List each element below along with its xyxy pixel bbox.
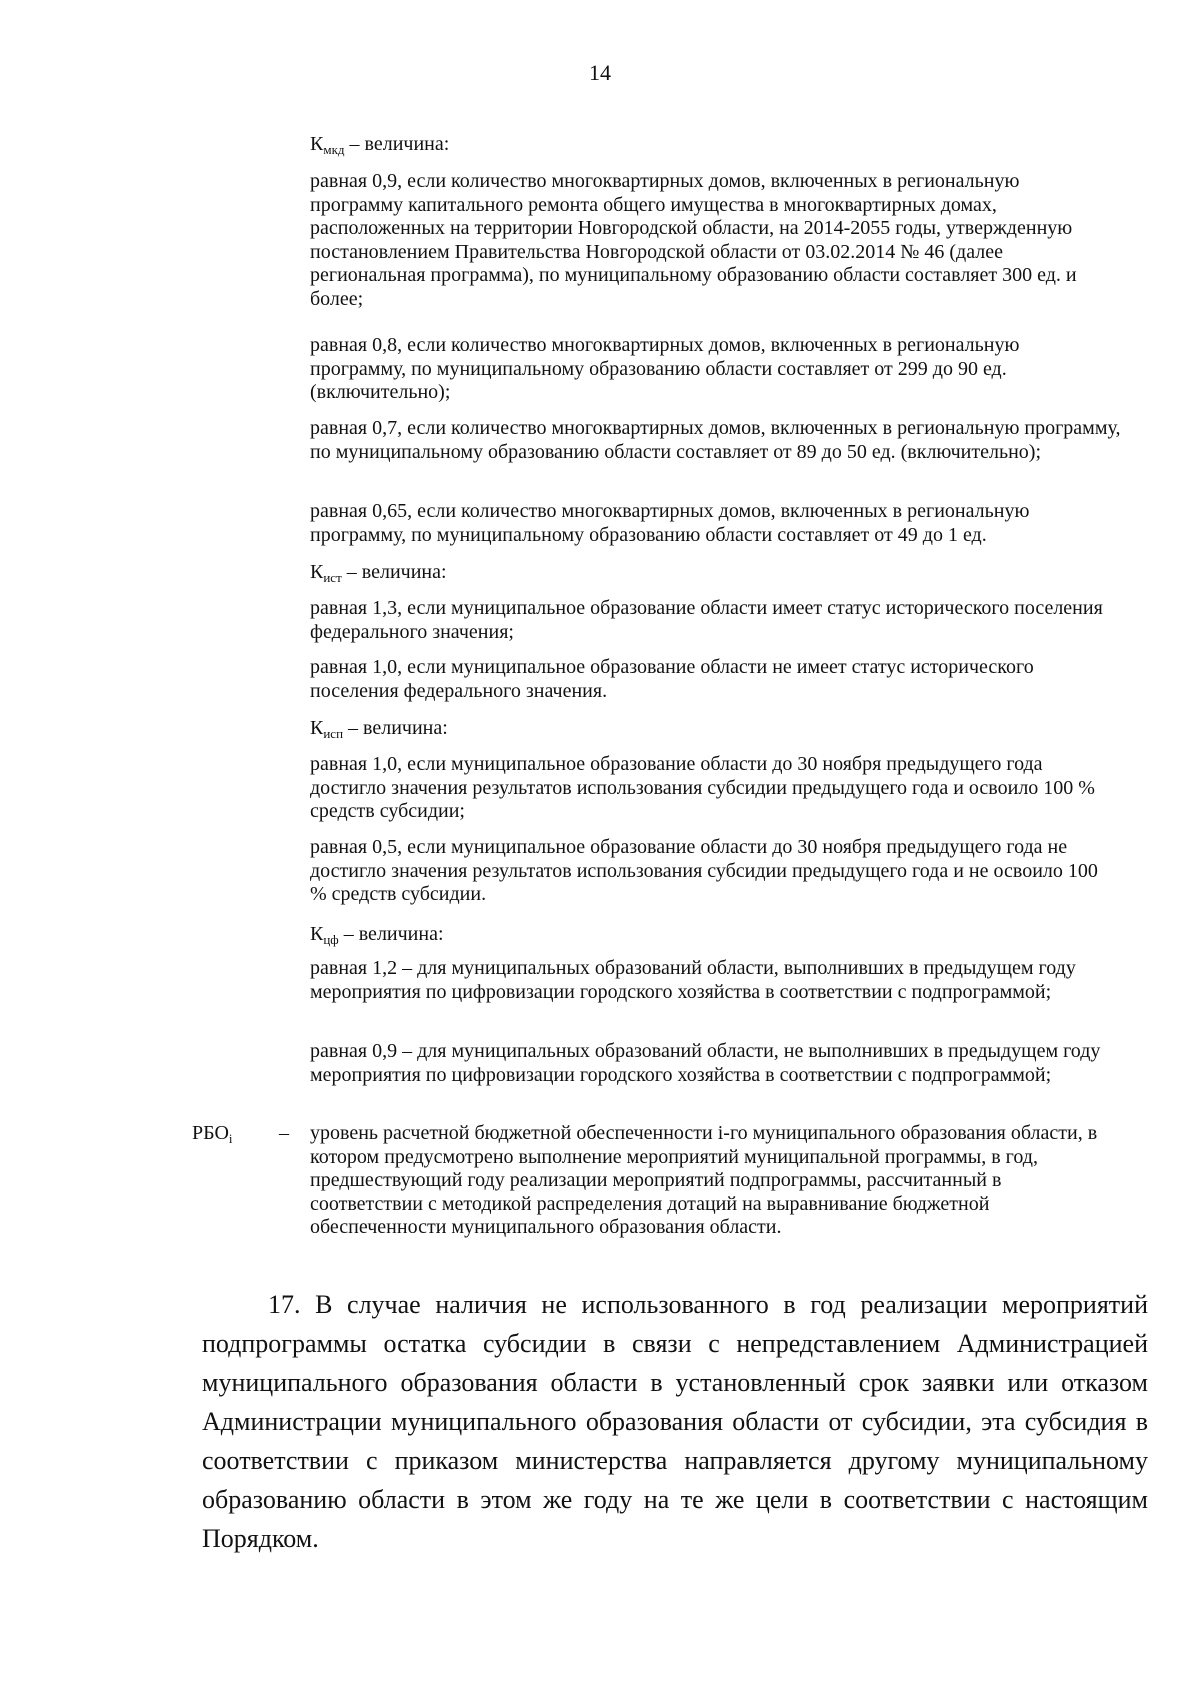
coef-kisp-suffix: – величина: [343,717,448,739]
rbo-symbol: РБО [192,1122,229,1144]
coef-kisp-symbol: К [310,717,324,739]
coef-kcf-symbol: К [310,923,324,945]
rbo-subscript: i [228,1131,233,1146]
kmkd-item-1: равная 0,9, если количество многоквартирных домов, включенных в региональную программу капитального ремонта общего имущества в многоквартирных домах, расположенных на территории Новгородской области, на 2014-2055 годы, утвержденную постановлением Правительства Новгородской области от 03.02.2014 № 46 (далее региональная программа), по муниципальному образованию области составляет 300 ед. и более; [310,170,1077,310]
coef-kist-symbol: К [310,561,324,583]
coef-kcf-subscript: цф [323,932,339,947]
coef-kmkd-heading [310,132,449,162]
kmkd-item-4: равная 0,65, если количество многоквартирных домов, включенных в региональную программу, по муниципальному образованию области составляет от 49 до 1 ед. [310,500,1030,546]
kisp-item-1: равная 1,0, если муниципальное образование области до 30 ноября предыдущего года достигло значения результатов использования субсидии предыдущего года и освоило 100 % средств субсидии; [310,753,1095,822]
paragraph-17: 17. В случае наличия не использованного в год реализации мероприятий подпрограммы остатка субсидии в связи с непредставлением Администрацией муниципального образования области в установленный срок заявки или отказом Администрации муниципального образования области от субсидии, эта субсидия в соответствии с приказом министерства направляется другому муниципальному образованию области в этом же году на те же цели в соответствии с настоящим Порядком. [202,1290,1148,1553]
rbo-definition: уровень расчетной бюджетной обеспеченности i-го муниципального образования области, в котором предусмотрено выполнение мероприятий муниципальной программы, в год, предшествующий году реализации мероприятий подпрограммы, рассчитанный в соответствии с методикой распределения дотаций на выравнивание бюджетной обеспеченности муниципального образования области. [310,1122,1098,1238]
coef-kisp-heading [310,716,448,746]
coef-kisp-subscript: исп [323,726,344,741]
coef-kmkd-symbol: К [310,133,324,155]
kist-item-1: равная 1,3, если муниципальное образование области имеет статус исторического поселения федерального значения; [310,597,1103,643]
rbo-dash: – [279,1122,289,1144]
kcf-item-2: равная 0,9 – для муниципальных образований области, не выполнивших в предыдущем году мероприятия по цифровизации городского хозяйства в соответствии с подпрограммой; [310,1040,1101,1086]
coef-kist-heading [310,560,447,590]
coef-kist-suffix: – величина: [341,561,447,583]
kmkd-item-2: равная 0,8, если количество многоквартирных домов, включенных в региональную программу, по муниципальному образованию области составляет от 299 до 90 ед. (включительно); [310,334,1020,403]
coef-kcf-heading [310,922,444,952]
coef-kcf-suffix: – величина: [338,923,444,945]
coef-kmkd-subscript: мкд [323,142,345,157]
kcf-item-1: равная 1,2 – для муниципальных образований области, выполнивших в предыдущем году мероприятия по цифровизации городского хозяйства в соответствии с подпрограммой; [310,957,1076,1003]
kmkd-item-3: равная 0,7, если количество многоквартирных домов, включенных в региональную программу, по муниципальному образованию области составляет от 89 до 50 ед. (включительно); [310,417,1121,463]
kisp-item-2: равная 0,5, если муниципальное образование области до 30 ноября предыдущего года не достигло значения результатов использования субсидии предыдущего года и не освоило 100 % средств субсидии. [310,836,1098,905]
kist-item-2: равная 1,0, если муниципальное образование области не имеет статус исторического поселения федерального значения. [310,656,1034,702]
rbo-label [192,1122,233,1151]
coef-kist-subscript: ист [323,570,342,585]
page-number: 14 [589,60,611,85]
coef-kmkd-suffix: – величина: [344,133,450,155]
